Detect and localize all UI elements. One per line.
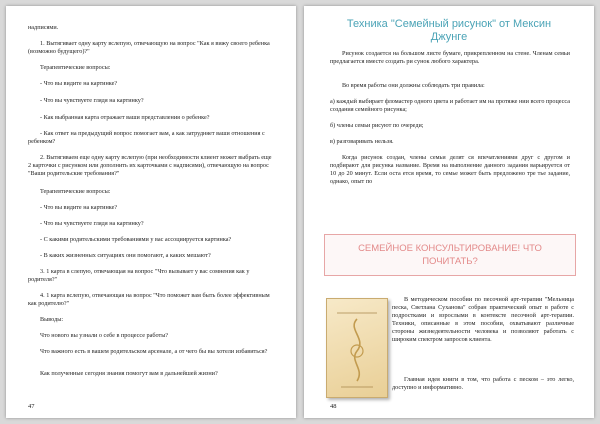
page-number: 47 [28,403,35,410]
text-paragraph: Рисунок создается на большом листе бумаге, прикрепленном на стене. Членам семьи предлагается вместе создать ри сунок любого характера. [330,50,570,65]
callout-title: СЕМЕЙНОЕ КОНСУЛЬТИРОВАНИЕ! ЧТО ПОЧИТАТЬ? [358,243,542,267]
text-paragraph: Когда рисунок создан, члены семьи делят ся впечатлениями друг с другом и подбирают для рисунка название. Время на выполнение данного задания варьируется от 10 до 20 минут. Если оста ется время, то семье может быть предложено тре тье задание, однако, опыт по [330,154,570,185]
text-line: - Как выбранная карта отражает ваши представления о ребенке? [40,114,210,121]
text-paragraph: а) каждый выбирает фломастер одного цвета и работает им на протяже нии всего процесса создания семейного рисунка; [330,98,570,113]
book-description: В методическом пособии по песочной арт-терапии "Мельница песка, Светлана Суханова" собран практический опыт в работе с подростками и взрослыми в контексте песочной арт-терапии. Техники, описанные в этом пособии, охватывают различные стороны жизнедеятельности человека и позволяют работать с широким спектром запросов клиента. [392,296,574,343]
right-page [304,6,594,418]
text-line: Как полученные сегодня знания помогут вам в дальнейшей жизни? [40,370,218,377]
text-line: - В каких жизненных ситуациях они помогают, а каких мешают? [40,252,211,259]
book-cover-art [327,299,387,397]
text-line: б) члены семьи рисуют по очереди; [330,122,424,129]
text-paragraph: 1. Вытягивает одну карту вслепую, отвечающую на вопрос "Как я вижу своего ребенка (возможно будущего)?" [28,40,270,55]
text-line: - Что вы чувствуете глядя на картинку? [40,97,144,104]
left-page [6,6,296,418]
text-paragraph: - Как ответ на предыдущий вопрос помогает вам, а как затрудняет ваши отношения с ребенком? [28,130,265,145]
text-paragraph: 3. 1 карта в слепую, отвечающая на вопрос "Что вызывает у вас сомнения как у родителя?" [28,268,250,283]
text-line: надписями. [28,24,59,31]
text-line: - Что вы видите на картинке? [40,80,118,87]
text-line: - С какими родительскими требованиями у вас ассоциируется картинка? [40,236,232,243]
text-paragraph: 2. Вытягиваем еще одну карту вслепую (при необходимости клиент может выбрать еще 2 карточки с рисунком или дополнить их карточками с надписями), отвечающую на вопрос "Ваши родительские требования?" [28,154,272,177]
text-line: - Что вы видите на картинке? [40,204,118,211]
text-line: Терапевтические вопросы: [40,188,111,195]
text-line: в) разговаривать нельзя. [330,138,394,145]
text-line: Что нового вы узнали о себе в процессе работы? [40,332,169,339]
page-number: 48 [330,403,337,410]
callout-box [324,234,576,276]
text-paragraph: 4. 1 карта вслепую, отвечающая на вопрос "Что поможет вам быть более эффективным как родителю?" [28,292,270,307]
text-line: Терапевтические вопросы: [40,64,111,71]
text-line: - Что вы чувствуете глядя на картинку? [40,220,144,227]
book-description-summary: Главная идея книги в том, что работа с песком – это легко, доступно и информативно. [392,376,574,391]
text-paragraph: Что важного есть в вашем родительском арсенале, а от чего бы вы хотели избавиться? [40,348,268,355]
text-line: Во время работы они должны соблюдать три правила: [342,82,485,89]
book-cover-image [326,298,388,398]
section-heading: Техника "Семейный рисунок" от Мексин Джунге [346,18,552,43]
text-line: Выводы: [40,316,64,323]
